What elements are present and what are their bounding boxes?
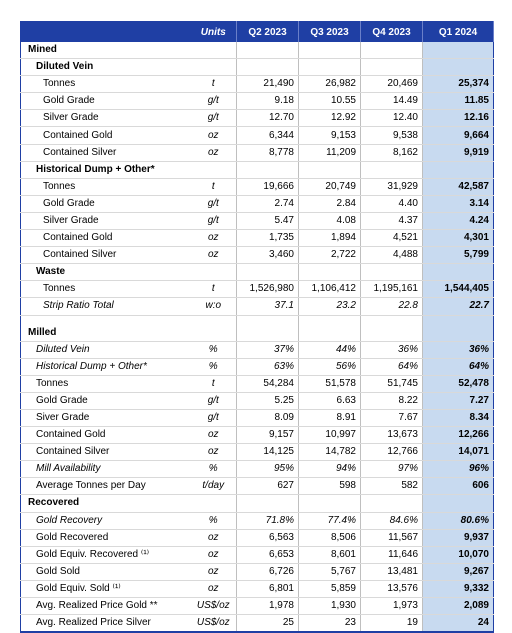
cell-value: 1,544,405 (423, 281, 494, 298)
cell-value: 12.92 (299, 110, 361, 127)
table-row (21, 512, 494, 529)
cell-value: 9,267 (423, 563, 494, 580)
cell-value: 5,767 (299, 563, 361, 580)
table-row (21, 298, 494, 315)
cell-value (299, 264, 361, 281)
cell-value: 36% (423, 341, 494, 358)
table-row (21, 478, 494, 495)
cell-value: 8,601 (299, 546, 361, 563)
cell-value: 97% (361, 461, 423, 478)
cell-value: 24 (423, 615, 494, 633)
row-units: t (191, 76, 237, 93)
cell-value: 627 (237, 478, 299, 495)
cell-value: 8.22 (361, 392, 423, 409)
row-units (191, 325, 237, 342)
cell-value: 5,859 (299, 580, 361, 597)
cell-value: 8,162 (361, 144, 423, 161)
table-row (21, 178, 494, 195)
table-row (21, 392, 494, 409)
row-label: Contained Silver (21, 144, 191, 161)
table-row (21, 444, 494, 461)
cell-value: 80.6% (423, 512, 494, 529)
table-row (21, 76, 494, 93)
table-row (21, 93, 494, 110)
cell-value: 42,587 (423, 178, 494, 195)
row-label: Historical Dump + Other* (21, 161, 191, 178)
row-label: Mined (21, 42, 191, 59)
spacer-cell (191, 315, 237, 325)
cell-value (361, 42, 423, 59)
row-label: Contained Gold (21, 427, 191, 444)
row-label: Contained Gold (21, 230, 191, 247)
cell-value: 36% (361, 341, 423, 358)
row-units: oz (191, 247, 237, 264)
cell-value: 11,567 (361, 529, 423, 546)
table-row (21, 598, 494, 615)
cell-value: 4.08 (299, 212, 361, 229)
spacer-cell (299, 315, 361, 325)
row-units: g/t (191, 110, 237, 127)
row-label: Siver Grade (21, 409, 191, 426)
row-units: oz (191, 563, 237, 580)
section-row (21, 325, 494, 342)
row-units (191, 495, 237, 512)
section-row (21, 161, 494, 178)
cell-value: 21,490 (237, 76, 299, 93)
cell-value: 5,799 (423, 247, 494, 264)
cell-value: 13,576 (361, 580, 423, 597)
row-label: Gold Sold (21, 563, 191, 580)
cell-value: 582 (361, 478, 423, 495)
cell-value: 9,664 (423, 127, 494, 144)
row-units: % (191, 461, 237, 478)
cell-value: 4,301 (423, 230, 494, 247)
row-label: Contained Gold (21, 127, 191, 144)
cell-value: 1,973 (361, 598, 423, 615)
spacer-cell (361, 315, 423, 325)
cell-value (361, 264, 423, 281)
cell-value: 51,578 (299, 375, 361, 392)
cell-value: 19,666 (237, 178, 299, 195)
cell-value: 37% (237, 341, 299, 358)
section-row (21, 264, 494, 281)
table-row (21, 529, 494, 546)
cell-value: 9,538 (361, 127, 423, 144)
row-label: Gold Recovered (21, 529, 191, 546)
cell-value: 4,488 (361, 247, 423, 264)
row-label: Gold Equiv. Recovered ⁽¹⁾ (21, 546, 191, 563)
cell-value: 25,374 (423, 76, 494, 93)
row-label: Silver Grade (21, 212, 191, 229)
row-label: Milled (21, 325, 191, 342)
cell-value: 9.18 (237, 93, 299, 110)
cell-value: 3.14 (423, 195, 494, 212)
cell-value: 7.67 (361, 409, 423, 426)
cell-value: 6,726 (237, 563, 299, 580)
table-row (21, 127, 494, 144)
cell-value: 56% (299, 358, 361, 375)
cell-value: 31,929 (361, 178, 423, 195)
cell-value: 9,153 (299, 127, 361, 144)
cell-value: 4.37 (361, 212, 423, 229)
row-units: t (191, 281, 237, 298)
cell-value: 10,070 (423, 546, 494, 563)
cell-value: 6,653 (237, 546, 299, 563)
row-units: g/t (191, 195, 237, 212)
table-row (21, 615, 494, 633)
row-label: Diluted Vein (21, 59, 191, 76)
cell-value (423, 325, 494, 342)
row-units: g/t (191, 392, 237, 409)
row-label: Strip Ratio Total (21, 298, 191, 315)
row-units: g/t (191, 409, 237, 426)
cell-value (299, 59, 361, 76)
cell-value: 22.7 (423, 298, 494, 315)
cell-value: 2.74 (237, 195, 299, 212)
cell-value: 1,195,161 (361, 281, 423, 298)
cell-value: 23.2 (299, 298, 361, 315)
cell-value: 6,344 (237, 127, 299, 144)
header-q3-2023: Q3 2023 (299, 22, 361, 43)
row-units (191, 42, 237, 59)
cell-value: 6,801 (237, 580, 299, 597)
row-label: Gold Grade (21, 392, 191, 409)
table-row (21, 281, 494, 298)
row-label: Tonnes (21, 178, 191, 195)
row-units: g/t (191, 93, 237, 110)
cell-value: 2,722 (299, 247, 361, 264)
cell-value: 8,778 (237, 144, 299, 161)
row-units: g/t (191, 212, 237, 229)
cell-value (423, 264, 494, 281)
header-label (21, 22, 191, 43)
cell-value: 5.47 (237, 212, 299, 229)
cell-value (423, 161, 494, 178)
table-row (21, 580, 494, 597)
row-units (191, 59, 237, 76)
cell-value: 71.8% (237, 512, 299, 529)
cell-value: 51,745 (361, 375, 423, 392)
cell-value (361, 161, 423, 178)
row-units: oz (191, 427, 237, 444)
cell-value: 19 (361, 615, 423, 633)
cell-value: 1,735 (237, 230, 299, 247)
cell-value: 1,526,980 (237, 281, 299, 298)
cell-value: 12,766 (361, 444, 423, 461)
cell-value: 9,332 (423, 580, 494, 597)
row-units: oz (191, 144, 237, 161)
cell-value (423, 42, 494, 59)
cell-value: 2,089 (423, 598, 494, 615)
table-row (21, 212, 494, 229)
cell-value: 14.49 (361, 93, 423, 110)
row-label: Gold Recovery (21, 512, 191, 529)
cell-value: 8.91 (299, 409, 361, 426)
cell-value: 10.55 (299, 93, 361, 110)
section-row (21, 42, 494, 59)
cell-value (237, 325, 299, 342)
cell-value: 9,919 (423, 144, 494, 161)
cell-value: 12,266 (423, 427, 494, 444)
table-row (21, 427, 494, 444)
cell-value: 4.40 (361, 195, 423, 212)
row-units: t (191, 375, 237, 392)
table-row (21, 546, 494, 563)
cell-value: 8.09 (237, 409, 299, 426)
cell-value: 20,749 (299, 178, 361, 195)
row-units: t (191, 178, 237, 195)
section-row (21, 495, 494, 512)
cell-value (299, 161, 361, 178)
cell-value: 1,930 (299, 598, 361, 615)
cell-value: 12.40 (361, 110, 423, 127)
cell-value: 54,284 (237, 375, 299, 392)
cell-value: 64% (423, 358, 494, 375)
table-row (21, 341, 494, 358)
cell-value: 52,478 (423, 375, 494, 392)
row-units: % (191, 512, 237, 529)
cell-value (423, 495, 494, 512)
cell-value: 4.24 (423, 212, 494, 229)
row-label: Avg. Realized Price Gold ** (21, 598, 191, 615)
table-row (21, 375, 494, 392)
cell-value (361, 59, 423, 76)
spacer-cell (423, 315, 494, 325)
cell-value (299, 325, 361, 342)
row-label: Tonnes (21, 76, 191, 93)
cell-value: 1,978 (237, 598, 299, 615)
row-label: Average Tonnes per Day (21, 478, 191, 495)
table-row (21, 563, 494, 580)
cell-value: 11,646 (361, 546, 423, 563)
cell-value: 5.25 (237, 392, 299, 409)
cell-value: 14,782 (299, 444, 361, 461)
cell-value: 9,937 (423, 529, 494, 546)
section-row (21, 59, 494, 76)
cell-value: 1,894 (299, 230, 361, 247)
cell-value: 95% (237, 461, 299, 478)
row-label: Diluted Vein (21, 341, 191, 358)
cell-value: 12.16 (423, 110, 494, 127)
row-label: Historical Dump + Other* (21, 358, 191, 375)
table-row (21, 110, 494, 127)
row-units: w:o (191, 298, 237, 315)
cell-value: 23 (299, 615, 361, 633)
row-label: Contained Silver (21, 247, 191, 264)
row-label: Tonnes (21, 375, 191, 392)
row-label: Recovered (21, 495, 191, 512)
cell-value: 598 (299, 478, 361, 495)
cell-value: 13,673 (361, 427, 423, 444)
cell-value: 11.85 (423, 93, 494, 110)
cell-value (237, 161, 299, 178)
cell-value (361, 495, 423, 512)
row-label: Silver Grade (21, 110, 191, 127)
cell-value (299, 495, 361, 512)
row-label: Gold Grade (21, 93, 191, 110)
cell-value: 3,460 (237, 247, 299, 264)
table-row (21, 409, 494, 426)
spacer-row (21, 315, 494, 325)
cell-value: 77.4% (299, 512, 361, 529)
cell-value: 64% (361, 358, 423, 375)
cell-value: 44% (299, 341, 361, 358)
table-row (21, 358, 494, 375)
header-row (21, 22, 494, 43)
row-units: t/day (191, 478, 237, 495)
spacer-cell (237, 315, 299, 325)
cell-value: 63% (237, 358, 299, 375)
cell-value (237, 59, 299, 76)
cell-value: 37.1 (237, 298, 299, 315)
row-units: oz (191, 546, 237, 563)
cell-value: 9,157 (237, 427, 299, 444)
cell-value: 8.34 (423, 409, 494, 426)
row-label: Avg. Realized Price Silver (21, 615, 191, 633)
cell-value (423, 59, 494, 76)
row-label: Mill Availability (21, 461, 191, 478)
cell-value: 94% (299, 461, 361, 478)
row-units: oz (191, 230, 237, 247)
spacer-cell (21, 315, 191, 325)
row-units (191, 264, 237, 281)
cell-value: 22.8 (361, 298, 423, 315)
cell-value: 606 (423, 478, 494, 495)
cell-value: 96% (423, 461, 494, 478)
row-units (191, 161, 237, 178)
cell-value: 4,521 (361, 230, 423, 247)
cell-value: 25 (237, 615, 299, 633)
row-label: Contained Silver (21, 444, 191, 461)
row-units: US$/oz (191, 615, 237, 633)
row-units: US$/oz (191, 598, 237, 615)
header-units: Units (191, 22, 237, 43)
row-units: % (191, 341, 237, 358)
cell-value: 13,481 (361, 563, 423, 580)
cell-value: 6,563 (237, 529, 299, 546)
cell-value: 11,209 (299, 144, 361, 161)
table-row (21, 461, 494, 478)
cell-value: 7.27 (423, 392, 494, 409)
row-label: Tonnes (21, 281, 191, 298)
cell-value: 26,982 (299, 76, 361, 93)
cell-value: 14,125 (237, 444, 299, 461)
cell-value (237, 495, 299, 512)
header-q4-2023: Q4 2023 (361, 22, 423, 43)
cell-value: 84.6% (361, 512, 423, 529)
cell-value: 6.63 (299, 392, 361, 409)
cell-value: 8,506 (299, 529, 361, 546)
header-q2-2023: Q2 2023 (237, 22, 299, 43)
cell-value (237, 42, 299, 59)
row-label: Waste (21, 264, 191, 281)
header-q1-2024: Q1 2024 (423, 22, 494, 43)
row-label: Gold Equiv. Sold ⁽¹⁾ (21, 580, 191, 597)
cell-value (237, 264, 299, 281)
cell-value: 2.84 (299, 195, 361, 212)
table-row (21, 144, 494, 161)
row-units: oz (191, 127, 237, 144)
cell-value: 14,071 (423, 444, 494, 461)
production-table (20, 21, 494, 633)
row-units: % (191, 358, 237, 375)
cell-value (361, 325, 423, 342)
table-row (21, 247, 494, 264)
row-label: Gold Grade (21, 195, 191, 212)
cell-value: 12.70 (237, 110, 299, 127)
table-row (21, 230, 494, 247)
cell-value (299, 42, 361, 59)
cell-value: 1,106,412 (299, 281, 361, 298)
row-units: oz (191, 529, 237, 546)
row-units: oz (191, 444, 237, 461)
cell-value: 10,997 (299, 427, 361, 444)
table-row (21, 195, 494, 212)
cell-value: 20,469 (361, 76, 423, 93)
row-units: oz (191, 580, 237, 597)
